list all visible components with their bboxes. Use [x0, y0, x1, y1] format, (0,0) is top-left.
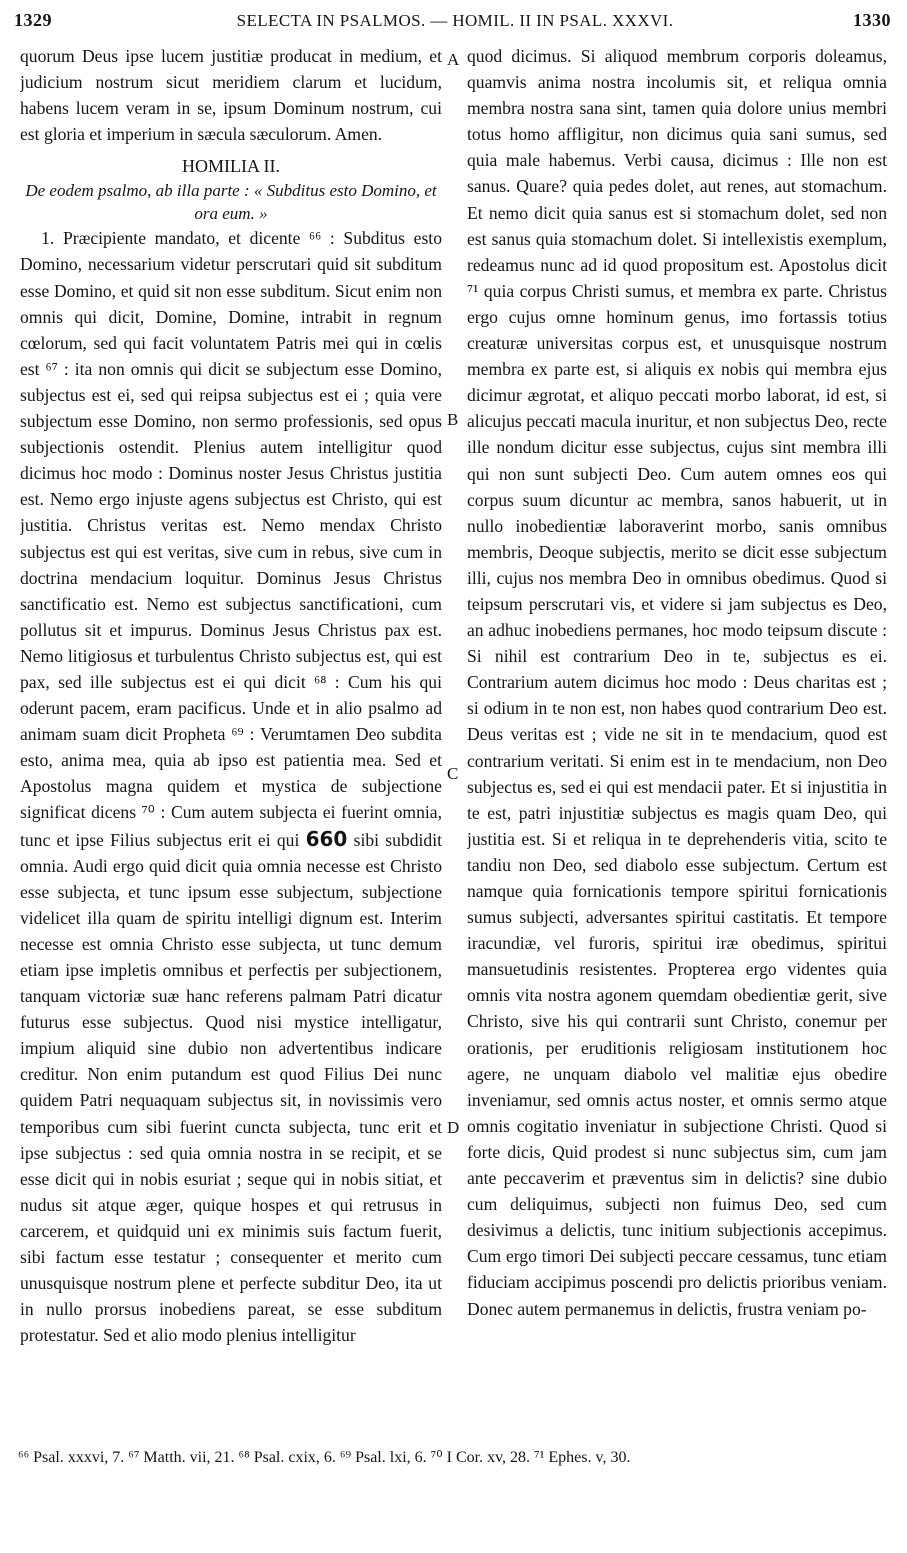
homily-subtitle: De eodem psalmo, ab illa parte : « Subditus esto Domino, et ora eum. »: [25, 181, 437, 224]
right-column-text: quod dicimus. Si aliquod membrum corporis doleamus, quamvis anima nostra incolumis sit, et reliqua omnia membra nostra sana sint, tamen quia dolore unius membri totus homo affligitur, non dicimus quia sani sumus, sed quia male habemus. Verbi causa, dicimus : Ille non est sanus. Quare? quia pedes dolet, aut renes, aut stomachum. Et nemo dicit quia sanus est si stomachum dolet, sed non est sanus quia stomachum dolet. Si intellexistis exemplum, redeamus nunc ad id quod propositum est. Apostolus dicit ⁷¹ quia corpus Christi sumus, et membra ex parte. Christus ergo cujus omne hominum genus, imo fortassis totius creaturæ universitas corpus est, et unusquisque nostrum membra ex parte est, si aliquis ex nobis qui membra ejus dicimur ægrotat, et aliquo peccati morbo laborat, id est, si alicujus peccati macula inuritur, et non subjectus Deo, recte ille nondum dicitur esse subjectus, cujus sint membra illi qui non sunt subjecti Deo. Cum autem omnes eos qui corpus suum dicuntur ac membra, sanos habuerit, ut in nullo inobedientiæ laboraverint morbo, sanis omnibus membris, Deoque subjectis, merito se dicit esse subjectum illi, cujus nos membra Deo in omnibus obedimus. Quod si teipsum perscrutari vis, et videre si jam subjectus es Deo, an adhuc inobediens permanes, hoc modo teipsum discute : Si nihil est contrarium Deo in te, subjectus es ei. Contrarium autem dicimus hoc modo : Deus charitas est ; si odium in te non est, non habes quod contrarium Deo est. Deus veritas est ; vide ne sit in te mendacium, quod est contrarium veritati. Si enim est in te mendacium, non Deo subjectus es, sed ei qui est mendacii pater. Et si injustitia in te est, patri injustitiæ subjectus es magis quam Deo, qui justitia est. Si et reliqua in te deprehenderis vitia, scito te tandiu non Deo, sed diabolo esse subjectum. Certum est namque quia fornicationis tempore spiritui fornicationis sumus subjecti, adversantes spiritui castitatis. Et tempore iracundiæ, vel furoris, spiritui iræ obedimus, spiritui mansuetudinis resistentes. Propterea ergo videntes quia omnis vita nostra agonem quemdam obedientiæ gerit, sive Christo, sive his qui contrarii sunt Christo, conemur per orationis, per eruditionis religiosam institutionem hoc agere, ne unquam diabolo vel malitiæ ejus obedire inveniamur, sed omnis actus noster, et omnis sermo atque omnis cogitatio inveniatur in subjectione Christi. Quod si forte dicis, Quid prodest si nunc subjectus sim, cum jam ante peccaverim et præventus sim in delictis? sine dubio cum deliquimus, subjecti non fuimus Deo, sed cum desivimus a delictis, tunc initium subjectionis accepimus. Cum ergo timori Dei subjecti peccare cessamus, tunc etiam fiduciam accipimus poscendi pro delictis prioribus veniam. Donec autem permanemus in delictis, frustra veniam po-: [467, 46, 887, 1319]
footnotes: ⁶⁶ Psal. xxxvi, 7. ⁶⁷ Matth. vii, 21. ⁶⁸ Psal. cxix, 6. ⁶⁹ Psal. lxi, 6. ⁷⁰ I Cor. xv, 28. ⁷¹ Ephes. v, 30.: [18, 1449, 631, 1466]
running-header: [0, 6, 907, 32]
margin-letter-b: B: [447, 410, 459, 429]
body-paragraph: [20, 225, 442, 1348]
right-column: [467, 43, 887, 1433]
column-marker-number: 660: [305, 826, 348, 851]
page-number-left: 1329: [14, 10, 52, 30]
body-text-b: sibi subdidit omnia. Audi ergo quid dicit quia omnia necesse est Christo esse subjecta, et tunc ipsum esse subjectum, subjectione videlicet illa quam de spiritu intelligi dignum est. Interim necesse est omnia Christo esse subjecta, ut tunc demum etiam ipse impletis omnibus et perfectis per subjectionem, tanquam victoriæ suæ hanc referens palmam Patri dicatur futurus esse subjectus. Quod nisi mystice intelligatur, impium aliquid sine dubio non advertentibus indicare creditur. Non enim putandum est quod Filius Dei nunc quidem Patri nequaquam subjectus sit, in novissimis vero temporibus cum sibi fuerint cuncta subjecta, tunc erit et ipse subjectus : sed quia omnia nostra in se recipit, et se esse dicit qui in nobis esuriat ; seque qui in nobis sitiat, et nudus sit atque æger, quique hospes et qui retrusus in carcerem, et quidquid uni ex minimis suis factum fuerit, sibi factum esse testatur ; consequenter et merito cum unusquisque nostrum plene et perfecte subditur Deo, ita ut in nullo prorsus inobediens pareat, se esse subditum protestatur. Sed et alio modo plenius intelligitur: [20, 829, 442, 1346]
margin-letter-a: A: [447, 50, 460, 69]
margin-letter-c: C: [447, 764, 459, 783]
homily-heading: HOMILIA II.: [182, 156, 280, 177]
body-text-a: 1. Præcipiente mandato, et dicente ⁶⁶ : Subditus esto Domino, necessarium videtur perscrutari quid sit subditum esse Domino, et quid sit non esse subditum. Sicut enim non omnis qui dicit, Domine, Domine, intrabit in regnum cœlorum, sed qui facit voluntatem Patris mei qui in cœlis est ⁶⁷ : ita non omnis qui dicit se subjectum esse Domino, subjectus est ei, sed qui reipsa subjectus est ei ; quia vere subjectum esse Domino, non sermo professionis, sed opus subjectionis ostendit. Plenius autem intelligitur quod dicimus hoc modo : Dominus noster Jesus Christus justitia est. Nemo ergo injuste agens subjectus est Christo, qui est justitia. Christus veritas est. Nemo mendax Christo subjectus est qui est veritas, sive cum in rebus, sive cum in doctrina mendacium loquitur. Dominus Jesus Christus sanctificatio est. Nemo est subjectus sanctificationi, cum pollutus sit et impurus. Dominus Jesus Christus pax est. Nemo litigiosus et turbulentus Christo subjectus est, qui est pax, sed ille subjectus est ei qui dicit ⁶⁸ : Cum his qui oderunt pacem, eram pacificus. Unde et in alio psalmo ad animam suam dicit Propheta ⁶⁹ : Verumtamen Deo subdita esto, anima mea, quia ab ipso est patientia mea. Sed et Apostolus magna quidem et mystica de subjectione significat dicens ⁷⁰ : Cum autem subjecta ei fuerint omnia, tunc et ipse Filius subjectus erit ei qui: [20, 228, 442, 850]
margin-letter-d: D: [447, 1118, 460, 1137]
left-column: [20, 43, 442, 1433]
intro-paragraph: quorum Deus ipse lucem justitiæ producat in medium, et judicium nostrum sicut meridiem clarum et lucidum, habens lucem veram in se, ipsum Dominum nostrum, cui est gloria et imperium in sæcula sæculorum. Amen.: [20, 46, 442, 145]
running-title: SELECTA IN PSALMOS. — HOMIL. II IN PSAL. XXXVI.: [236, 11, 674, 30]
page-number-right: 1330: [853, 10, 891, 30]
